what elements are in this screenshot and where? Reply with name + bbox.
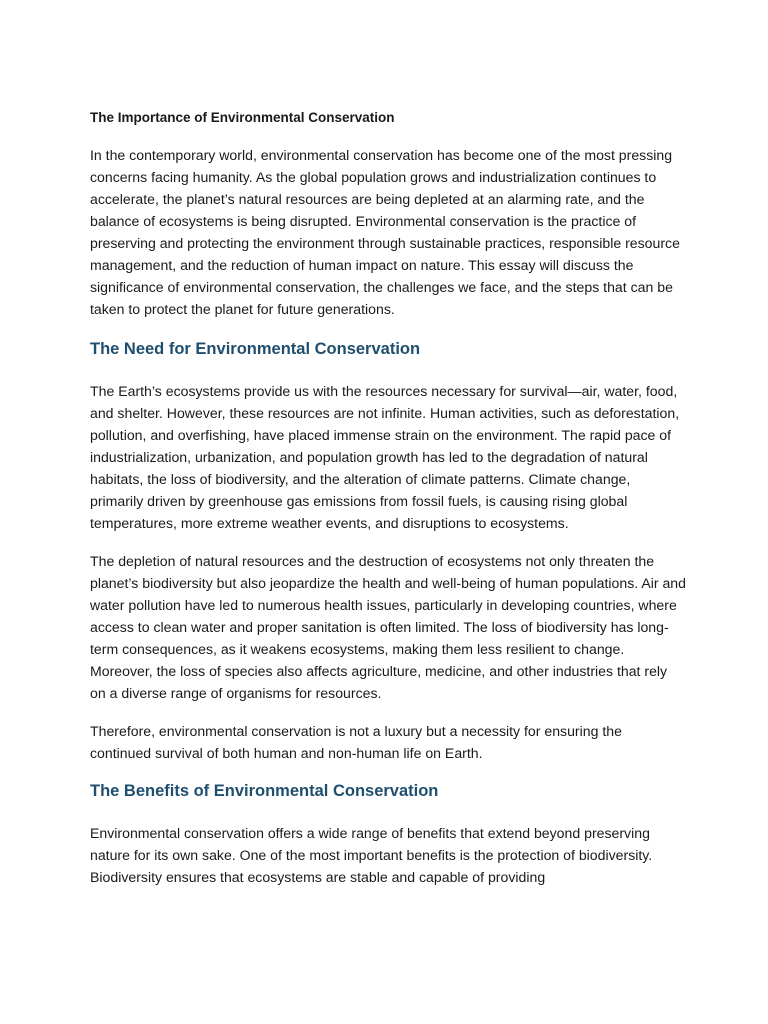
paragraph: The Earth’s ecosystems provide us with the resources necessary for survival—air, water, food, and shelter. However, these resources are not infinite. Human activities, such as deforestation, pollution, and overfishing, have placed immense strain on the environment. The rapid pace of industrialization, urbanization, and population growth has led to the degradation of natural habitats, the loss of biodiversity, and the alteration of climate patterns. Climate change, primarily driven by greenhouse gas emissions from fossil fuels, is causing rising global temperatures, more extreme weather events, and disruptions to ecosystems. (90, 383, 680, 531)
document-title: The Importance of Environmental Conservation (90, 110, 395, 125)
paragraph: Therefore, environmental conservation is not a luxury but a necessity for ensuring the continued survival of both human and non-human life on Earth. (90, 723, 622, 761)
paragraph: Environmental conservation offers a wide range of benefits that extend beyond preserving nature for its own sake. One of the most important benefits is the protection of biodiversity. Biodiversity ensures that ecosystems are stable and capable of providing (90, 825, 653, 885)
section-heading-need: The Need for Environmental Conservation (90, 340, 421, 358)
paragraph: The depletion of natural resources and the destruction of ecosystems not only threaten the planet’s biodiversity but also jeopardize the health and well-being of human populations. Air and water pollution have led to numerous health issues, particularly in developing countries, where access to clean water and proper sanitation is often limited. The loss of biodiversity has long-term consequences, as it weakens ecosystems, making them less resilient to change. Moreover, the loss of species also affects agriculture, medicine, and other industries that rely on a diverse range of organisms for resources. (90, 553, 686, 701)
intro-paragraph: In the contemporary world, environmental conservation has become one of the most pressing concerns facing humanity. As the global population grows and industrialization continues to accelerate, the planet’s natural resources are being depleted at an alarming rate, and the balance of ecosystems is being disrupted. Environmental conservation is the practice of preserving and protecting the environment through sustainable practices, responsible resource management, and the reduction of human impact on nature. This essay will discuss the significance of environmental conservation, the challenges we face, and the steps that can be taken to protect the planet for future generations. (90, 147, 680, 317)
section-heading-benefits: The Benefits of Environmental Conservation (90, 782, 439, 800)
document-page (90, 108, 686, 904)
